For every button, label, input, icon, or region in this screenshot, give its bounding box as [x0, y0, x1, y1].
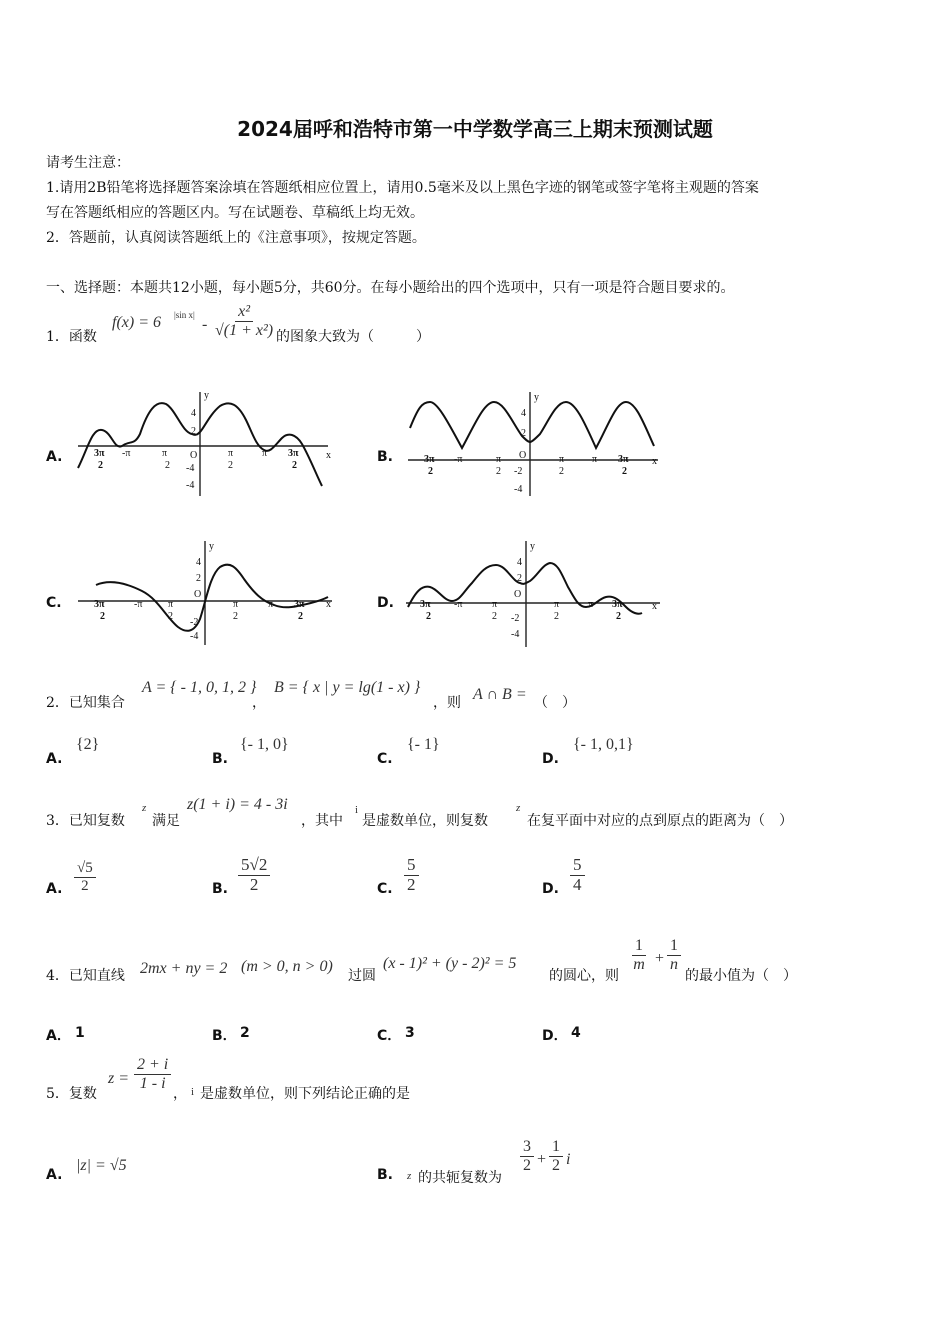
tick-pi: π — [262, 448, 268, 459]
q2-set-a: A = { - 1, 0, 1, 2 } — [142, 679, 257, 696]
tick-den: 2 — [554, 611, 559, 622]
tick-m4: -4 — [190, 631, 199, 642]
tick-4: 4 — [191, 408, 196, 419]
x-label: x — [326, 599, 331, 610]
origin-label: O — [194, 589, 202, 600]
q3-option-d-label: D. — [542, 881, 559, 897]
q1-option-c-label: C. — [46, 595, 62, 611]
q3-option-b-label: B. — [212, 881, 228, 897]
q4-suffix: 的最小值为（ ） — [685, 968, 797, 984]
y-label: y — [204, 390, 209, 401]
q3-option-d-frac — [570, 856, 585, 894]
q1-option-d-label: D. — [377, 595, 394, 611]
q2-option-b-value: {- 1, 0} — [240, 736, 289, 753]
q5-option-b-plus: + — [537, 1151, 547, 1168]
q4-frac-2-den: n — [670, 955, 678, 973]
q4-mid: 过圆 — [348, 968, 376, 984]
tick-pi2: π — [233, 599, 239, 610]
q1-denominator: √(1 + x²) — [215, 321, 274, 339]
q4-option-b-value: 2 — [240, 1025, 250, 1041]
q1-graph-d — [402, 535, 664, 647]
tick-m3pi: 3π — [94, 448, 105, 459]
q4-option-a-value: 1 — [75, 1025, 85, 1041]
q1-suffix: 的图象大致为（ ） — [276, 329, 430, 345]
q5-option-a-label: A. — [46, 1167, 63, 1183]
tick-den: 2 — [428, 466, 433, 477]
q1-exponent: |sin x| — [174, 310, 195, 320]
tick-2: 2 — [521, 428, 526, 439]
q4-option-c-value: 3 — [405, 1025, 415, 1041]
q2-set-b: B = { x | y = lg(1 - x) } — [274, 679, 421, 696]
q4-frac-1-num: 1 — [632, 937, 646, 956]
q2-expression: A ∩ B = — [473, 686, 527, 703]
q1-fx: f(x) = 6 — [112, 314, 161, 331]
q1-graph-b — [402, 388, 664, 500]
tick-mpi2: π — [162, 448, 168, 459]
q2-option-a-value: {2} — [76, 736, 100, 753]
tick-den: 2 — [622, 466, 627, 477]
x-label: x — [652, 456, 657, 467]
q4-option-b-label: B． — [212, 1028, 237, 1044]
tick-m2: -2 — [511, 613, 520, 624]
q2-paren: （ ） — [534, 695, 576, 711]
q5-option-b-num2: 1 — [549, 1138, 563, 1157]
q4-frac-1 — [632, 937, 646, 973]
q4-option-d-value: 4 — [571, 1025, 581, 1041]
q2-suffix: ，则 — [433, 695, 461, 711]
q3-z: z — [142, 802, 147, 814]
q5-option-b-z: z — [407, 1170, 412, 1182]
tick-m2: -2 — [190, 617, 199, 628]
tick-3pi: 3π — [618, 454, 629, 465]
tick-m2: -2 — [514, 466, 523, 477]
notice-line-2: 写在答题纸相应的答题区内。写在试题卷、草稿纸上均无效。 — [46, 205, 424, 221]
q1-graph-c — [70, 535, 340, 647]
tick-den: 2 — [98, 460, 103, 471]
q3-option-c-den: 2 — [407, 874, 416, 894]
tick-4: 4 — [517, 557, 522, 568]
tick-pi: π — [592, 454, 598, 465]
tick-m3pi: 3π — [420, 599, 431, 610]
origin-label: O — [514, 589, 522, 600]
q4-plus: + — [655, 950, 665, 967]
tick-pi2: π — [554, 599, 560, 610]
q3-option-b-num: 5√2 — [238, 856, 270, 876]
tick-den: 2 — [616, 611, 621, 622]
q5-i: i — [191, 1086, 195, 1098]
tick-pi: π — [268, 599, 274, 610]
q4-frac-1-den: m — [633, 955, 645, 973]
y-label: y — [534, 392, 539, 403]
q2-option-d-label: D. — [542, 751, 559, 767]
page-title: 2024届呼和浩特市第一中学数学高三上期末预测试题 — [237, 117, 713, 141]
tick-den: 2 — [298, 611, 303, 622]
q3-option-c-label: C. — [377, 881, 393, 897]
curve-b — [410, 402, 654, 448]
tick-den: 2 — [292, 460, 297, 471]
q5-fraction — [134, 1056, 171, 1092]
curve-c — [96, 565, 328, 631]
tick-m3pi: 3π — [424, 454, 435, 465]
q5-denominator: 1 - i — [139, 1074, 166, 1092]
q3-z2: z — [516, 802, 521, 814]
q3-option-a-num: √5 — [74, 860, 96, 878]
tick-m4b: -4 — [186, 480, 195, 491]
q2-option-d-value: {- 1, 0,1} — [573, 736, 634, 753]
q2-option-b-label: B. — [212, 751, 228, 767]
tick-den: 2 — [100, 611, 105, 622]
q1-numerator: x² — [235, 303, 253, 322]
tick-den: 2 — [228, 460, 233, 471]
q4-line: 2mx + ny = 2 — [140, 960, 228, 977]
q4-frac-2-num: 1 — [667, 937, 681, 956]
q3-option-a-den: 2 — [81, 877, 89, 894]
q4-option-c-label: C． — [377, 1028, 402, 1044]
q4-option-a-label: A． — [46, 1028, 71, 1044]
q4-circle: (x - 1)² + (y - 2)² = 5 — [383, 955, 517, 972]
q5-comma: ， — [173, 1086, 187, 1102]
tick-2: 2 — [196, 573, 201, 584]
tick-den: 2 — [492, 611, 497, 622]
q5-prefix: 5．复数 — [46, 1086, 97, 1102]
q4-mid2: 的圆心，则 — [549, 968, 619, 984]
q3-mid: 满足 — [152, 813, 180, 829]
tick-den: 2 — [496, 466, 501, 477]
notice-line-3: 2．答题前，认真阅读答题纸上的《注意事项》，按规定答题。 — [46, 230, 426, 246]
q4-option-d-label: D． — [542, 1028, 568, 1044]
q1-graph-a — [70, 388, 340, 500]
q5-option-b-frac-2 — [549, 1138, 563, 1174]
q5-option-b-den1: 2 — [523, 1156, 531, 1174]
q1-prefix: 1．函数 — [46, 329, 97, 345]
q3-option-a-label: A. — [46, 881, 63, 897]
q3-mid3: 是虚数单位，则复数 — [362, 813, 488, 829]
q4-condition: (m > 0, n > 0) — [241, 958, 333, 975]
q1-option-a-label: A. — [46, 449, 63, 465]
tick-den: 2 — [233, 611, 238, 622]
y-label: y — [530, 541, 535, 552]
origin-label: O — [190, 450, 198, 461]
q5-z: z = — [108, 1070, 130, 1087]
q3-option-a-frac — [74, 860, 96, 894]
q5-option-a-value: |z| = √5 — [76, 1157, 127, 1174]
tick-mpi: -π — [134, 599, 143, 610]
q2-comma: ， — [252, 695, 266, 711]
tick-4: 4 — [521, 408, 526, 419]
tick-m3pi: 3π — [94, 599, 105, 610]
q3-option-b-den: 2 — [249, 874, 259, 894]
q5-option-b-label: B. — [377, 1167, 393, 1183]
curve-d — [408, 563, 642, 614]
tick-den: 2 — [559, 466, 564, 477]
tick-mpi2: π — [492, 599, 498, 610]
tick-3pi: 3π — [294, 599, 305, 610]
q5-option-b-frac-1 — [520, 1138, 534, 1174]
tick-den: 2 — [165, 460, 170, 471]
q3-mid2: ，其中 — [301, 813, 343, 829]
q1-fraction — [215, 303, 273, 339]
tick-mpi: -π — [454, 454, 463, 465]
tick-2: 2 — [517, 573, 522, 584]
notice-line-1: 1.请用2B铅笔将选择题答案涂填在答题纸相应位置上，请用0.5毫米及以上黑色字迹的钢笔或签字笔将主观题的答案 — [46, 180, 759, 196]
q5-suffix: 是虚数单位，则下列结论正确的是 — [200, 1086, 410, 1102]
tick-3pi: 3π — [288, 448, 299, 459]
y-label: y — [209, 541, 214, 552]
tick-mpi2: π — [496, 454, 502, 465]
q3-prefix: 3．已知复数 — [46, 813, 125, 829]
tick-den: 2 — [426, 611, 431, 622]
q3-mid4: 在复平面中对应的点到原点的距离为（ ） — [527, 813, 793, 829]
tick-3pi: 3π — [612, 599, 623, 610]
tick-pi: π — [588, 599, 594, 610]
q3-option-c-frac — [404, 856, 419, 894]
x-label: x — [326, 450, 331, 461]
q3-option-d-num: 5 — [570, 856, 585, 876]
tick-m4: -4 — [514, 484, 523, 495]
q2-option-c-value: {- 1} — [407, 736, 440, 753]
q4-frac-2 — [667, 937, 681, 973]
tick-4: 4 — [196, 557, 201, 568]
tick-pi2: π — [228, 448, 234, 459]
tick-mpi: -π — [122, 448, 131, 459]
q5-option-b-den2: 2 — [552, 1156, 560, 1174]
q1-option-b-label: B. — [377, 449, 393, 465]
q3-option-c-num: 5 — [404, 856, 419, 876]
q3-option-b-frac — [238, 856, 270, 894]
x-label: x — [652, 601, 657, 612]
tick-den: 2 — [168, 611, 173, 622]
q5-numerator: 2 + i — [134, 1056, 171, 1075]
q4-prefix: 4．已知直线 — [46, 968, 125, 984]
tick-mpi2: π — [168, 599, 174, 610]
q5-option-b-num1: 3 — [520, 1138, 534, 1157]
q2-option-c-label: C. — [377, 751, 393, 767]
tick-mpi: -π — [454, 599, 463, 610]
q5-option-b-text: 的共轭复数为 — [418, 1170, 502, 1186]
section-heading: 一、选择题：本题共12小题，每小题5分，共60分。在每小题给出的四个选项中，只有一项是符合题目要求的。 — [46, 280, 735, 296]
origin-label: O — [519, 450, 527, 461]
q1-minus: - — [202, 316, 208, 333]
q3-equation: z(1 + i) = 4 - 3i — [187, 796, 288, 813]
q5-option-b-i: i — [566, 1151, 571, 1168]
tick-2: 2 — [191, 426, 196, 437]
tick-m4: -4 — [186, 463, 195, 474]
tick-pi2: π — [559, 454, 565, 465]
q2-prefix: 2．已知集合 — [46, 695, 125, 711]
q3-i: i — [355, 804, 359, 816]
notice-heading: 请考生注意： — [46, 155, 130, 171]
q3-option-d-den: 4 — [573, 874, 582, 894]
q2-option-a-label: A. — [46, 751, 63, 767]
tick-m4: -4 — [511, 629, 520, 640]
